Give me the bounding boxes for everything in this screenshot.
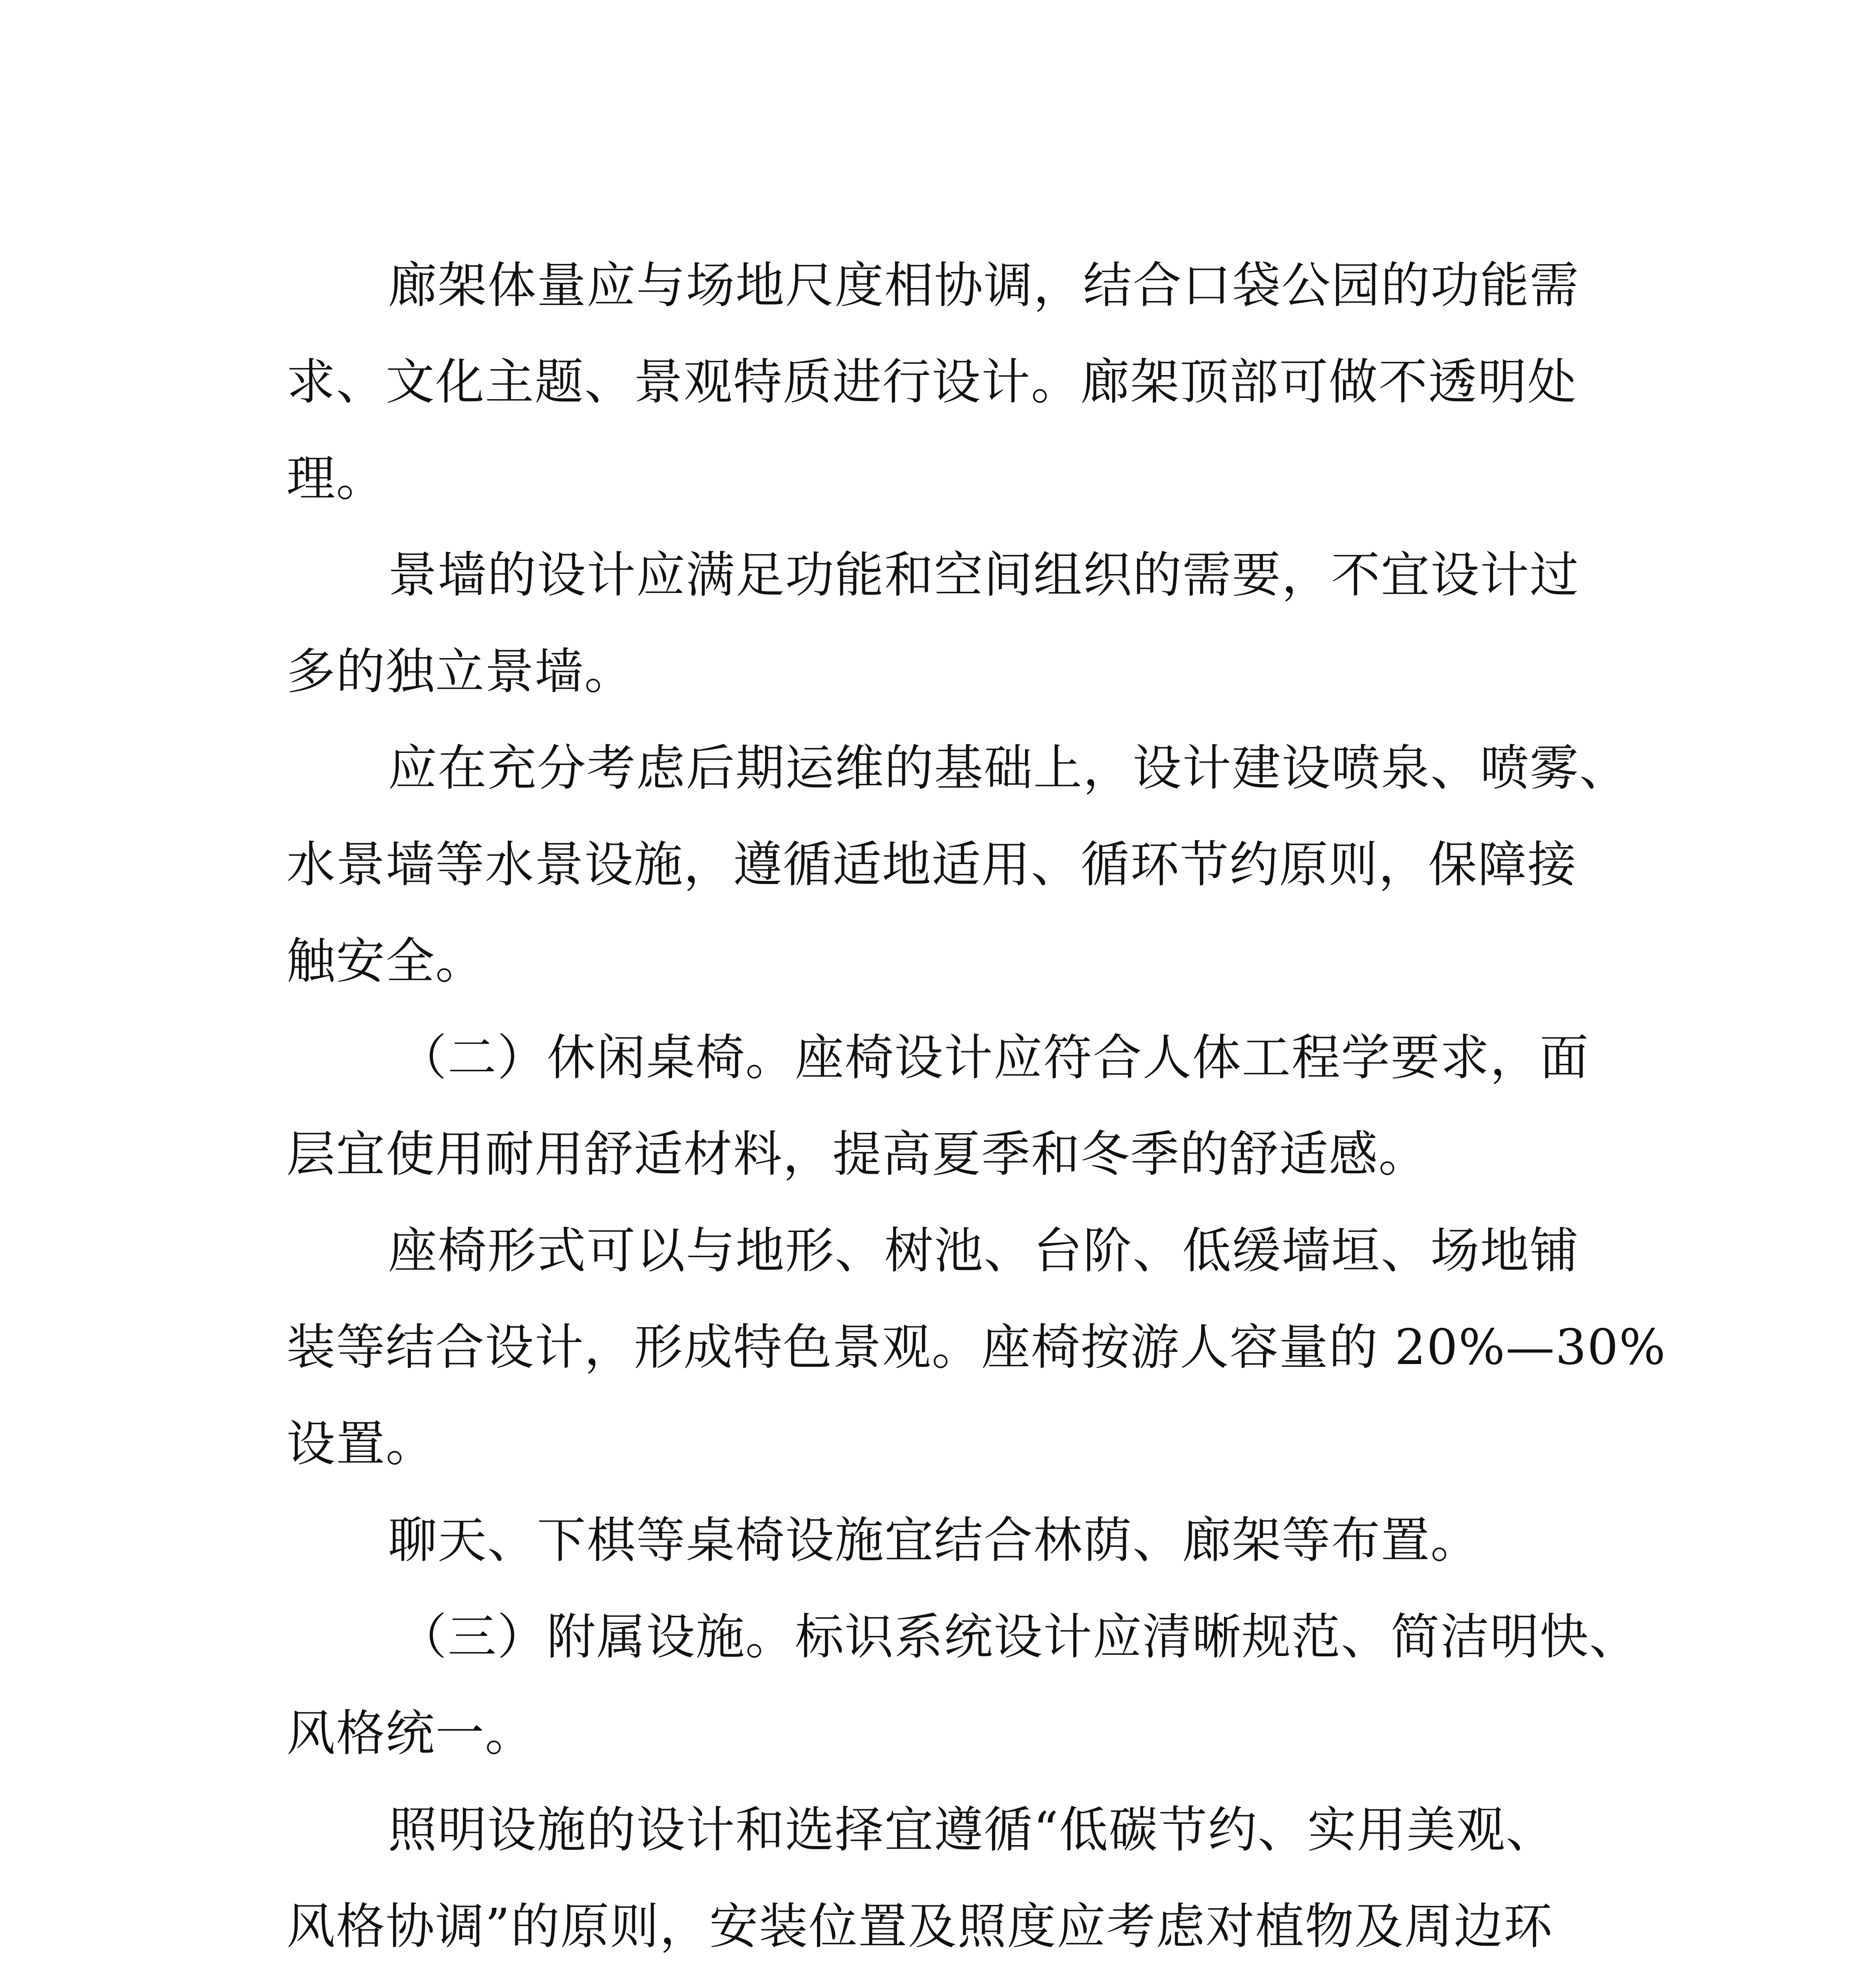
paragraph-line: 求、文化主题、景观特质进行设计。廊架顶部可做不透明处 (286, 354, 1577, 411)
paragraph-line: 应在充分考虑后期运维的基础上，设计建设喷泉、喷雾、 (388, 740, 1629, 797)
paragraph-line: 风格协调”的原则，安装位置及照度应考虑对植物及周边环 (286, 1898, 1553, 1955)
paragraph-line: 座椅形式可以与地形、树池、台阶、低缓墙垣、场地铺 (388, 1223, 1580, 1279)
paragraph-line: 理。 (286, 450, 386, 507)
paragraph-line: 水景墙等水景设施，遵循适地适用、循环节约原则，保障接 (286, 836, 1577, 893)
paragraph-line: 装等结合设计，形成特色景观。座椅按游人容量的 20%—30% (286, 1319, 1666, 1376)
paragraph-line: （二）休闲桌椅。座椅设计应符合人体工程学要求，面 (398, 1030, 1590, 1086)
paragraph-line: （三）附属设施。标识系统设计应清晰规范、简洁明快、 (398, 1609, 1639, 1665)
paragraph-line: 触安全。 (286, 933, 485, 990)
paragraph-line: 设置。 (286, 1416, 436, 1472)
paragraph-line: 聊天、下棋等桌椅设施宜结合林荫、廊架等布置。 (388, 1512, 1480, 1569)
paragraph-line: 廊架体量应与场地尺度相协调，结合口袋公园的功能需 (388, 257, 1580, 314)
paragraph-line: 多的独立景墙。 (286, 643, 634, 700)
paragraph-line: 照明设施的设计和选择宜遵循“低碳节约、实用美观、 (388, 1802, 1556, 1858)
paragraph-line: 风格统一。 (286, 1705, 535, 1762)
paragraph-line: 层宜使用耐用舒适材料，提高夏季和冬季的舒适感。 (286, 1126, 1428, 1183)
paragraph-line: 景墙的设计应满足功能和空间组织的需要，不宜设计过 (388, 547, 1580, 604)
